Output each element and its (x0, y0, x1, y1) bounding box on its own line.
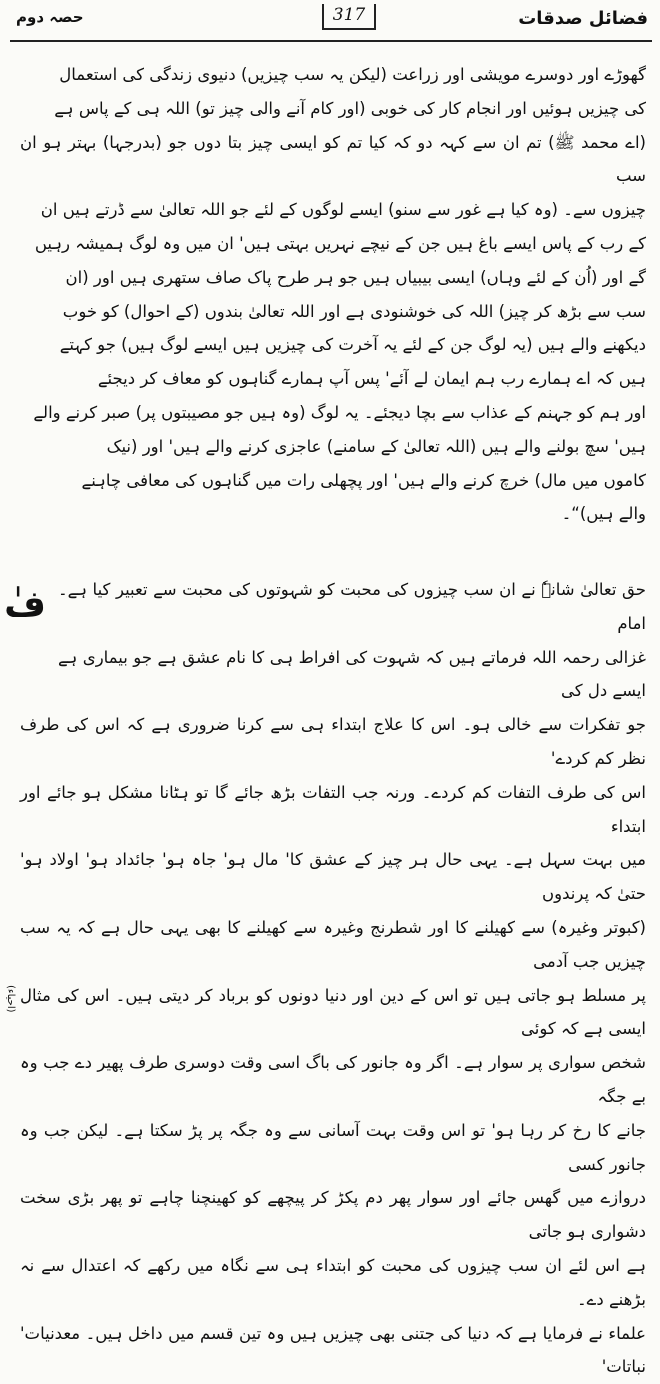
quote-line: دیکھنے والے ہیں (یہ لوگ جن کے لئے یہ آخرت کی چیزیں ہیں ایسے لوگ ہیں) جو کہتے (59, 335, 646, 355)
quran-translation (20, 58, 646, 531)
page-number: 317 (322, 4, 376, 30)
quote-line: کاموں میں مال) خرچ کرنے والے ہیں' اور پچھلی رات میں گناہوں کی معافی چاہنے (81, 470, 646, 490)
commentary-line: دروازے میں گھس جائے اور سوار پھر دم پکڑ کر پیچھے کو کھینچنا چاہے تو پھر بڑی سخت دشواری ہو جاتی (20, 1188, 646, 1242)
book-title: فضائل صدقات (518, 8, 648, 29)
quote-line: کے رب کے پاس ایسے باغ ہیں جن کے نیچے نہریں بہتی ہیں' ان میں وہ لوگ ہمیشہ رہیں (34, 233, 646, 253)
commentary-line: اس کی طرف التفات کم کردے۔ ورنہ جب التفات بڑھ جائے گا تو ہٹانا مشکل ہو جائے اور ابتداء (20, 782, 646, 836)
quote-line: ہیں کہ اے ہمارے رب ہم ایمان لے آئے' پس آپ ہمارے گناہوں کو معاف کر دیجئے (97, 369, 646, 389)
quote-line: گھوڑے اور دوسرے مویشی اور زراعت (لیکن یہ سب چیزیں) دنیوی زندگی کی استعمال (59, 65, 646, 84)
commentary-marker: فٰ (4, 584, 46, 625)
commentary-line: علماء نے فرمایا ہے کہ دنیا کی جتنی بھی چیزیں ہیں وہ تین قسم میں داخل ہیں۔ معدنیات' نباتات' (20, 1323, 646, 1377)
quote-line: والے ہیں)“۔ (561, 504, 646, 524)
commentary-line: شخص سواری پر سوار ہے۔ اگر وہ جانور کی باگ اسی وقت دوسری طرف پھیر دے جب وہ بے جگہ (20, 1053, 646, 1106)
quote-line: اور ہم کو جہنم کے عذاب سے بچا دیجئے۔ یہ لوگ (وہ ہیں جو مصیبتوں پر) صبر کرنے والے (33, 402, 646, 422)
commentary-line: ہے اس لئے ان سب چیزوں کی محبت کو ابتداء ہی سے نگاہ میں رکھے کہ اعتدال سے نہ بڑھنے دے۔ (20, 1255, 646, 1309)
commentary-line: میں بہت سہل ہے۔ یہی حال ہر چیز کے عشق کا' مال ہو' جاہ ہو' جائداد ہو' اولاد ہو' حتیٰ کہ پرندوں (20, 850, 646, 904)
commentary-line: پر مسلط ہو جاتی ہیں تو اس کے دین اور دنیا دونوں کو برباد کر دیتی ہیں۔ اس کی مثال ایسی ہے کہ کوئی (20, 985, 646, 1039)
commentary-line: (کبوتر وغیرہ) سے کھیلنے کا اور شطرنج وغیرہ سے کھیلنے کا بھی یہی حال ہے کہ یہ سب چیزیں جب آدمی (20, 917, 646, 971)
commentary-line: غزالی رحمہ اللہ فرماتے ہیں کہ شہوت کی افراط ہی کا نام عشق ہے جو بیماری ہے ایسے دل کی (58, 647, 646, 701)
quote-line: سب سے بڑھ کر چیز) اللہ کی خوشنودی ہے اور اللہ تعالیٰ بندوں (کے احوال) کو خوب (62, 301, 646, 321)
commentary-line: جو تفکرات سے خالی ہو۔ اس کا علاج ابتداء ہی سے کرنا ضروری ہے کہ اس کی طرف نظر کم کردے' (20, 715, 646, 768)
side-reference: (احیاء) (5, 985, 16, 1013)
page-header (10, 0, 652, 42)
quote-line: کی چیزیں ہوئیں اور انجام کار کی خوبی (اور کام آنے والی چیز تو) اللہ ہی کے پاس ہے (54, 98, 646, 118)
quote-line: چیزوں سے۔ (وہ کیا ہے غور سے سنو) ایسے لوگوں کے لئے جو اللہ تعالیٰ سے ڈرتے ہیں ان (40, 200, 646, 220)
quote-line: (اے محمد ﷺ) تم ان سے کہہ دو کہ کیا تم کو ایسی چیز بتا دوں جو (بدرجہا) بہتر ہو ان سب (20, 132, 646, 186)
commentary-line: جانے کا رخ کر رہا ہو' تو اس وقت بہت آسانی سے وہ جگہ پر پڑ سکتا ہے۔ لیکن جب وہ جانور کسی (20, 1120, 646, 1174)
quote-line: گے اور (اُن کے لئے وہاں) ایسی بیبیاں ہیں جو ہر طرح پاک صاف ستھری ہیں اور (ان (65, 267, 646, 287)
commentary (20, 573, 646, 1384)
commentary-line: حق تعالیٰ شانہٗ نے ان سب چیزوں کی محبت کو شہوتوں کی محبت سے تعبیر کیا ہے۔ امام (58, 580, 646, 633)
part-label: حصہ دوم (16, 8, 84, 26)
quote-line: ہیں' سچ بولنے والے ہیں (اللہ تعالیٰ کے سامنے) عاجزی کرنے والے ہیں' اور (نیک (106, 436, 646, 456)
